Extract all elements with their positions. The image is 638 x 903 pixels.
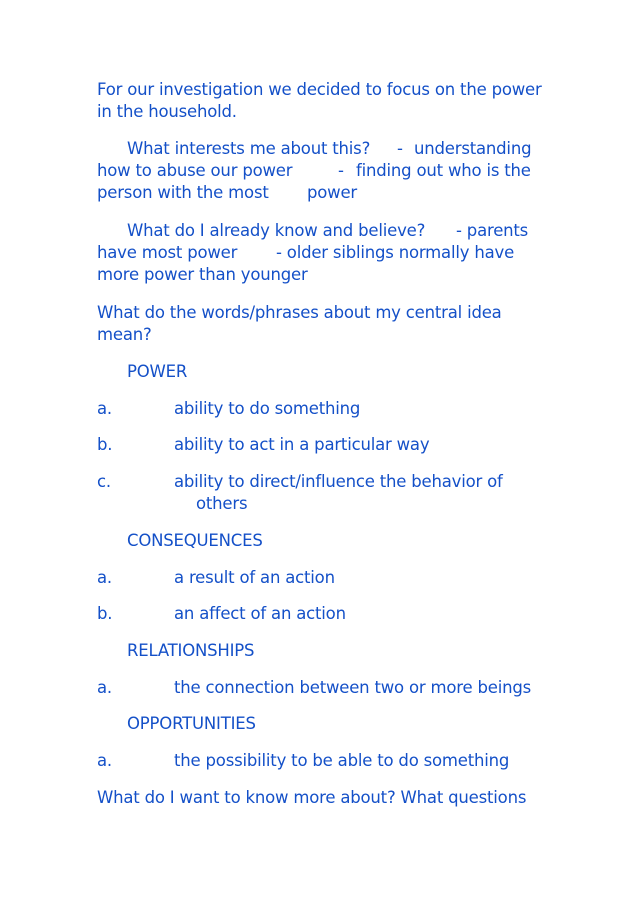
consequences-def-b: an affect of an action <box>174 604 346 623</box>
closing-question-line-1: What do I want to know more about? What questions <box>97 788 527 807</box>
power-marker-a: a. <box>97 399 112 418</box>
interests-dash-2: - <box>338 161 344 180</box>
know-answer-1: - parents <box>456 221 529 240</box>
words-question-line-1: What do the words/phrases about my central idea <box>97 303 502 322</box>
intro-line-2: in the household. <box>97 102 237 121</box>
know-question: What do I already know and believe? <box>127 221 426 240</box>
power-marker-b: b. <box>97 435 113 454</box>
power-def-b: ability to act in a particular way <box>174 435 430 454</box>
interests-line-2: how to abuse our power <box>97 161 293 180</box>
interests-question: What interests me about this? <box>127 139 371 158</box>
interests-dash-1: - <box>397 139 403 158</box>
relationships-def-a: the connection between two or more beings <box>174 678 532 697</box>
heading-opportunities: OPPORTUNITIES <box>127 714 256 733</box>
power-def-a: ability to do something <box>174 399 361 418</box>
heading-power: POWER <box>127 362 188 381</box>
intro-line-1: For our investigation we decided to focus on the power <box>97 80 542 99</box>
interests-answer-2: finding out who is the <box>356 161 531 180</box>
opportunities-marker-a: a. <box>97 751 112 770</box>
power-def-c: ability to direct/influence the behavior of <box>174 472 503 491</box>
opportunities-def-a: the possibility to be able to do something <box>174 751 510 770</box>
power-def-c-continuation: others <box>196 494 248 513</box>
know-line-3: more power than younger <box>97 265 308 284</box>
heading-consequences: CONSEQUENCES <box>127 531 263 550</box>
words-question-line-2: mean? <box>97 325 152 344</box>
interests-answer-1: understanding <box>414 139 532 158</box>
relationships-marker-a: a. <box>97 678 112 697</box>
know-line-2: have most power <box>97 243 238 262</box>
consequences-marker-a: a. <box>97 568 112 587</box>
interests-line-3: person with the most <box>97 183 269 202</box>
interests-line-3-end: power <box>307 183 357 202</box>
heading-relationships: RELATIONSHIPS <box>127 641 255 660</box>
consequences-marker-b: b. <box>97 604 113 623</box>
power-marker-c: c. <box>97 472 111 491</box>
consequences-def-a: a result of an action <box>174 568 335 587</box>
know-answer-2: - older siblings normally have <box>276 243 515 262</box>
